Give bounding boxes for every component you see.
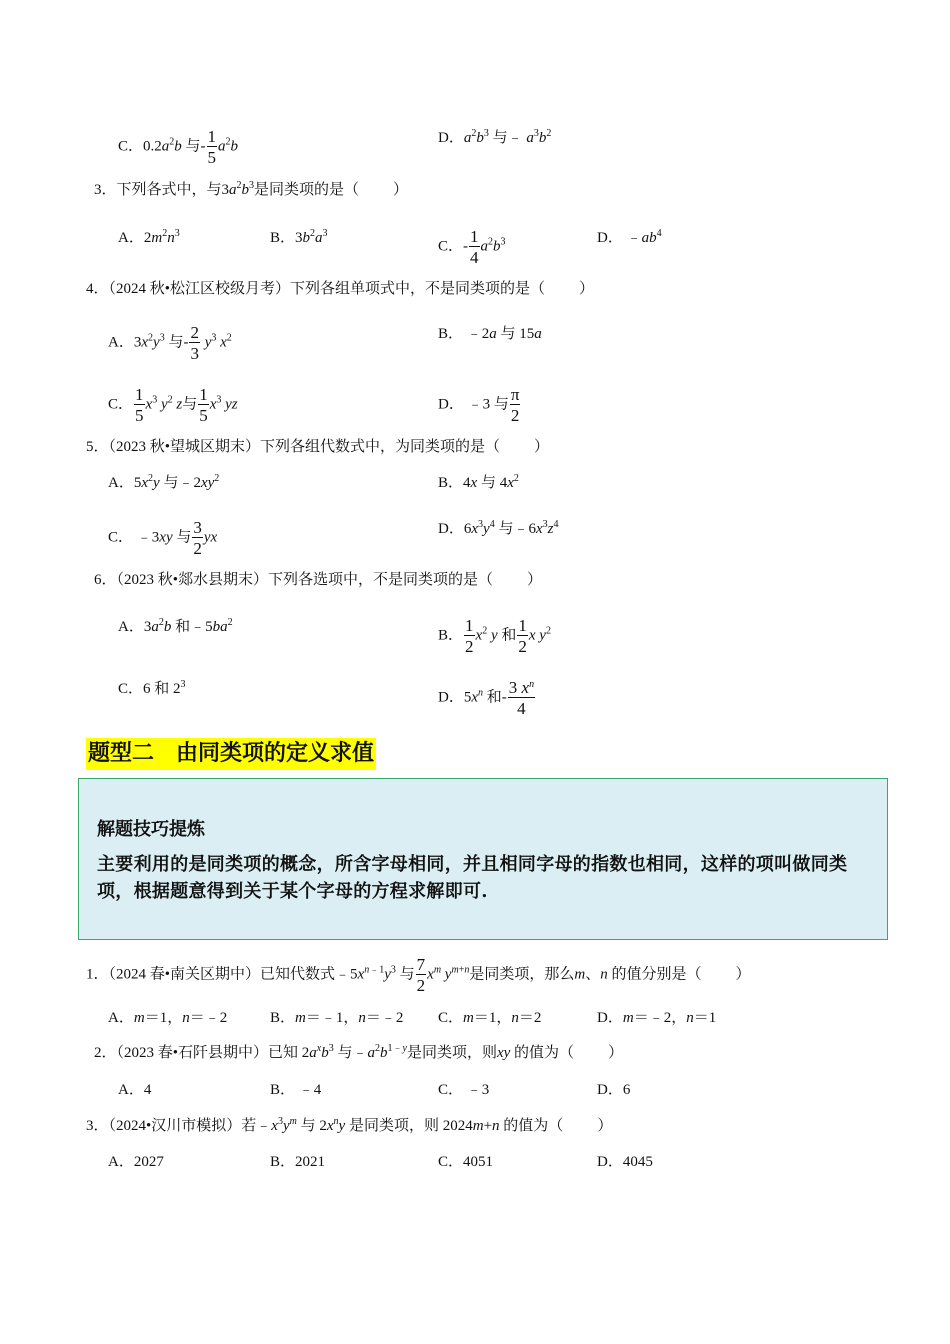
option-label: C．: [118, 138, 144, 155]
q6-option-d[interactable]: D．$5x^n$ 和- $\frac{3 x^n}{4}$: [438, 678, 535, 718]
q4-option-a[interactable]: A．$3x^2y^3$ 与- $\frac{2}{3}$ $y^3$ $x^2$: [108, 323, 232, 363]
fraction: $\frac{\pi}{2}$: [510, 385, 520, 425]
q2-option-c[interactable]: C．$0.2a^2b$ 与- $\frac{1}{5}$ $a^2b$: [118, 127, 239, 167]
s2-q3-option-c[interactable]: C．4051: [438, 1154, 494, 1170]
s2-q1-option-b[interactable]: B．m＝﹣1，n＝﹣2: [270, 1010, 404, 1026]
fraction: $\frac{1}{5}$: [135, 385, 144, 425]
q3-option-b[interactable]: B．$3b^2a^3$: [270, 228, 328, 246]
tip-body: 主要利用的是同类项的概念，所含字母相同，并且相同字母的指数也相同，这样的项叫做同类项，根据题意得到关于某个字母的方程求解即可.: [97, 854, 848, 902]
s2-q2-option-a[interactable]: A．4: [118, 1082, 152, 1098]
fraction: $\frac{2}{3}$: [190, 323, 199, 363]
q5-option-d[interactable]: D．$6x^3y^4$ 与$﹣6x^3z^4$: [438, 519, 559, 537]
q3-stem: 3．下列各式中，与$3a^2b^3$是同类项的是（ ）: [94, 180, 409, 198]
s2-q3-option-d[interactable]: D．4045: [597, 1154, 653, 1170]
option-label: D．: [438, 130, 464, 146]
fraction: $\frac{3}{2}$: [193, 518, 202, 558]
fraction: $\frac{7}{2}$: [416, 955, 426, 995]
q6-stem: 6．（2023 秋•郯水县期末）下列各选项中，不是同类项的是（ ）: [94, 572, 543, 588]
s2-q3-option-b[interactable]: B．2021: [270, 1154, 326, 1170]
coef: 0.2: [143, 138, 162, 155]
s2-q3-option-a[interactable]: A．2027: [108, 1154, 164, 1170]
q5-option-b[interactable]: B．4x 与 $4x^2$: [438, 473, 519, 491]
tip-box: [78, 778, 888, 940]
fraction: $\frac{1}{5}$: [207, 127, 217, 167]
tip-title: 解题技巧提炼: [97, 819, 205, 840]
q3-option-a[interactable]: A．$2m^2n^3$: [118, 228, 180, 246]
section-heading: 题型二 由同类项的定义求值: [86, 738, 376, 770]
s2-q1-stem: 1．（2024 春•南关区期中）已知代数式$﹣5x^{n﹣1}y^3$ 与 $\frac{7}{2}$ $x^m$ $y^{m+n}$是同类项，那么m、n 的值分别是（ ）: [86, 955, 751, 995]
fraction: $\frac{1}{5}$: [199, 385, 208, 425]
q5-stem: 5．（2023 秋•望城区期末）下列各组代数式中，为同类项的是（ ）: [86, 439, 550, 455]
s2-q2-option-d[interactable]: D．6: [597, 1082, 631, 1098]
joiner: 与﹣: [492, 130, 523, 146]
fraction: $\frac{3 x^n}{4}$: [508, 678, 535, 718]
s2-q1-option-d[interactable]: D．m＝﹣2，n＝1: [597, 1010, 717, 1026]
s2-q3-stem: 3．（2024•汉川市模拟）若$﹣x^3y^m$ 与 $2x^ny$ 是同类项，则 2024m+n 的值为（ ）: [86, 1116, 613, 1134]
fraction: $\frac{1}{4}$: [470, 227, 479, 267]
s2-q1-option-a[interactable]: A．m＝1，n＝﹣2: [108, 1010, 228, 1026]
fraction: $\frac{1}{2}$: [518, 616, 527, 656]
s2-q1-option-c[interactable]: C．m＝1，n＝2: [438, 1010, 542, 1026]
q4-option-d[interactable]: D． ﹣3 与 $\frac{\pi}{2}$: [438, 385, 520, 425]
joiner: 与-: [185, 138, 206, 155]
q6-option-b[interactable]: B． $\frac{1}{2}$ $x^2$ y 和 $\frac{1}{2}$ x $y^2$: [438, 616, 551, 656]
q6-option-c[interactable]: C．6 和 $2^3$: [118, 679, 186, 697]
q4-option-b[interactable]: B． ﹣2a 与 15a: [438, 326, 542, 342]
s2-q2-option-b[interactable]: B． ﹣4: [270, 1082, 322, 1098]
q2-option-d[interactable]: D．$a^2b^3$ 与﹣ $a^3b^2$: [438, 128, 552, 146]
q4-option-c[interactable]: C． $\frac{1}{5}$ $x^3$ $y^2$ z与 $\frac{1}{5}$ $x^3$ yz: [108, 385, 238, 425]
q5-option-a[interactable]: A．$5x^2y$ 与$﹣2xy^2$: [108, 473, 220, 491]
q3-option-d[interactable]: D． $﹣ab^4$: [597, 228, 662, 246]
q3-option-c[interactable]: C．- $\frac{1}{4}$ $a^2b^3$: [438, 227, 506, 267]
fraction: $\frac{1}{2}$: [465, 616, 474, 656]
s2-q2-stem: 2．（2023 春•石阡县期中）已知 $2a^xb^3$ 与$﹣a^2b^{1﹣y}$是同类项，则xy 的值为（ ）: [94, 1043, 624, 1061]
s2-q2-option-c[interactable]: C． ﹣3: [438, 1082, 490, 1098]
q5-option-c[interactable]: C． ﹣3xy 与 $\frac{3}{2}$ yx: [108, 518, 218, 558]
q4-stem: 4．（2024 秋•松江区校级月考）下列各组单项式中，不是同类项的是（ ）: [86, 281, 595, 297]
q6-option-a[interactable]: A．$3a^2b$ 和$﹣5ba^2$: [118, 617, 233, 635]
